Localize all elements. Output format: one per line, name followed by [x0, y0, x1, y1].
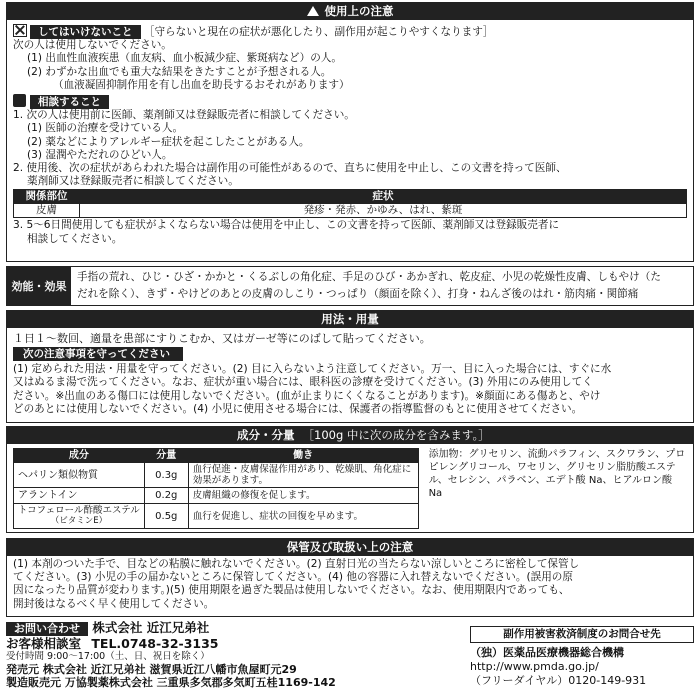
- consult-icon: [13, 94, 26, 107]
- usage-header: 用法・用量: [7, 311, 693, 328]
- ingredient-amount: 0.5g: [144, 504, 188, 529]
- storage-line: 開封後はなるべく早く使用してください。: [13, 597, 215, 610]
- table-row: [14, 504, 419, 529]
- prohibited-item: （血液凝固抑制作用を有し出血を助長するおそれがあります）: [53, 78, 350, 91]
- ingredient-amount: 0.2g: [144, 488, 188, 504]
- consult-item: (1) 医師の治療を受けている人。: [27, 122, 184, 135]
- precautions-section: [6, 2, 694, 262]
- usage-note-line: どのあとには使用しないでください。(4) 小児に使用させる場合には、保護者の指導監督のもとに使用させてください。: [13, 402, 583, 415]
- storage-header: 保管及び取扱い上の注意: [7, 539, 693, 556]
- prohibited-label: してはいけないこと: [30, 25, 141, 39]
- precautions-header: 使用上の注意: [7, 3, 693, 20]
- contact-label: お問い合わせ: [6, 622, 88, 636]
- table-cell: 発疹・発赤、かゆみ、はれ、紫斑: [80, 204, 687, 218]
- footer: [6, 620, 694, 698]
- consult-2-line: 薬剤師又は登録販売者に相談してください。: [27, 175, 239, 188]
- relief-org: （独）医薬品医療機器総合機構: [470, 646, 624, 659]
- storage-line: てください。(3) 小児の手の届かないところに保管してください。(4) 他の容器に入れ替えないでください。(誤用の原: [13, 571, 573, 584]
- table-header: 分量: [144, 449, 188, 463]
- usage-note-line: ださい。※出血のある傷口には使用しないでください。(血が止まりにくくなることがあります)。※顔面にある傷あと、やけ: [13, 389, 601, 402]
- relief-system-box: 副作用被害救済制度のお問合せ先: [470, 626, 694, 643]
- ingredient-sub: （ビタミンE）: [50, 516, 108, 526]
- table-header: 関係部位: [14, 190, 80, 204]
- company-name: 株式会社 近江兄弟社: [92, 620, 210, 635]
- prohibited-item: (1) 出血性血液疾患（血友病、血小板減少症、紫斑病など）の人。: [27, 52, 342, 65]
- storage-line: 因になったり品質が変わります。)(5) 使用期限を過ぎた製品は使用しないでください。なお、使用期限内であっても、: [13, 584, 570, 597]
- storage-section: [6, 538, 694, 617]
- relief-url: http://www.pmda.go.jp/: [470, 660, 599, 673]
- ingredient-name: アラントイン: [14, 488, 145, 504]
- table-header: 症状: [80, 190, 687, 204]
- ingredient-amount: 0.3g: [144, 463, 188, 488]
- manufacturer: 製造販売元 万協製薬株式会社 三重県多気郡多気町五桂1169-142: [6, 676, 336, 689]
- phone-number: TEL.0748-32-3135: [91, 636, 219, 651]
- consult-item: (2) 薬などによりアレルギー症状を起こしたことがある人。: [27, 135, 310, 148]
- relief-freedial: （フリーダイヤル）0120-149-931: [470, 674, 647, 687]
- consult-3-line: 3. 5～6日間使用しても症状がよくならない場合は使用を中止し、この文書を持って医師、薬剤師又は登録販売者に: [13, 219, 560, 232]
- usage-note-line: 又はぬるま湯で洗ってください。なお、症状が重い場合には、眼科医の診療を受けてください。(3) 外用にのみ使用してく: [13, 376, 593, 389]
- consult-1-intro: 1. 次の人は使用前に医師、薬剤師又は登録販売者に相談してください。: [13, 109, 355, 122]
- ingredient-effect: 皮膚組織の修復を促します。: [188, 488, 418, 504]
- effects-section: [6, 266, 694, 306]
- prohibited-note: ［守らないと現在の症状が悪化したり、副作用が起こりやすくなります］: [143, 26, 494, 38]
- ingredient-name: ヘパリン類似物質: [14, 463, 145, 488]
- effects-label: 効能・効果: [7, 267, 71, 305]
- ingredients-header: 成分・分量 ［100g 中に次の成分を含みます。］: [7, 427, 693, 444]
- effects-line: 手指の荒れ、ひじ・ひざ・かかと・くるぶしの角化症、手足のひび・あかぎれ、乾皮症、小児の乾燥性皮膚、しもやけ（た: [77, 271, 661, 283]
- support-desk: お客様相談室: [6, 636, 82, 651]
- ingredients-section: [6, 426, 694, 533]
- usage-note-line: (1) 定められた用法・用量を守ってください。(2) 目に入らないよう注意してください。万一、目に入った場合には、すぐに水: [13, 363, 612, 376]
- support-hours: 受付時間 9:00～17:00（土、日、祝日を除く）: [6, 651, 210, 662]
- ingredient-name: トコフェロール酢酸エステル: [18, 505, 140, 516]
- additives: 添加物：グリセリン、流動パラフィン、スクワラン、プロピレングリコール、ワセリン、グリセリン脂肪酸エステル、セレシン、パラベン、エデト酸 Na、ヒアルロン酸 Na: [428, 449, 686, 499]
- consult-2-line: 2. 使用後、次の症状があらわれた場合は副作用の可能性があるので、直ちに使用を中止し、この文書を持って医師、: [13, 162, 567, 175]
- effects-line: だれを除く）、きず・やけどのあとの皮膚のしこり・つっぱり（顔面を除く）、打身・ねんざ後のはれ・筋肉痛・関節痛: [77, 288, 639, 300]
- table-cell: 皮膚: [14, 204, 80, 218]
- consult-label: 相談すること: [30, 95, 109, 109]
- table-row: [14, 488, 419, 504]
- usage-notes-label: 次の注意事項を守ってください: [13, 347, 183, 361]
- prohibited-icon: [13, 24, 27, 37]
- warning-icon: [307, 6, 319, 16]
- ingredient-effect: 血行促進・皮膚保湿作用があり、乾燥肌、角化症に効果があります。: [188, 463, 418, 488]
- usage-section: [6, 310, 694, 423]
- consult-3-line: 相談してください。: [27, 232, 123, 245]
- prohibited-intro: 次の人は使用しないでください。: [13, 39, 172, 52]
- table-row: [14, 463, 419, 488]
- seller: 発売元 株式会社 近江兄弟社 滋賀県近江八幡市魚屋町元29: [6, 663, 297, 676]
- table-header: 働き: [188, 449, 418, 463]
- storage-line: (1) 本剤のついた手で、目などの粘膜に触れないでください。(2) 直射日光の当たらない涼しいところに密栓して保管し: [13, 558, 580, 570]
- consult-item: (3) 湿潤やただれのひどい人。: [27, 148, 173, 161]
- ingredients-table: [13, 448, 419, 529]
- symptom-table: [13, 189, 687, 218]
- usage-main: １日１～数回、適量を患部にすりこむか、又はガーゼ等にのばして貼ってください。: [13, 332, 431, 345]
- prohibited-item: (2) わずかな出血でも重大な結果をきたすことが予想される人。: [27, 65, 332, 78]
- ingredient-effect: 血行を促進し、症状の回復を早めます。: [188, 504, 418, 529]
- table-header: 成分: [14, 449, 145, 463]
